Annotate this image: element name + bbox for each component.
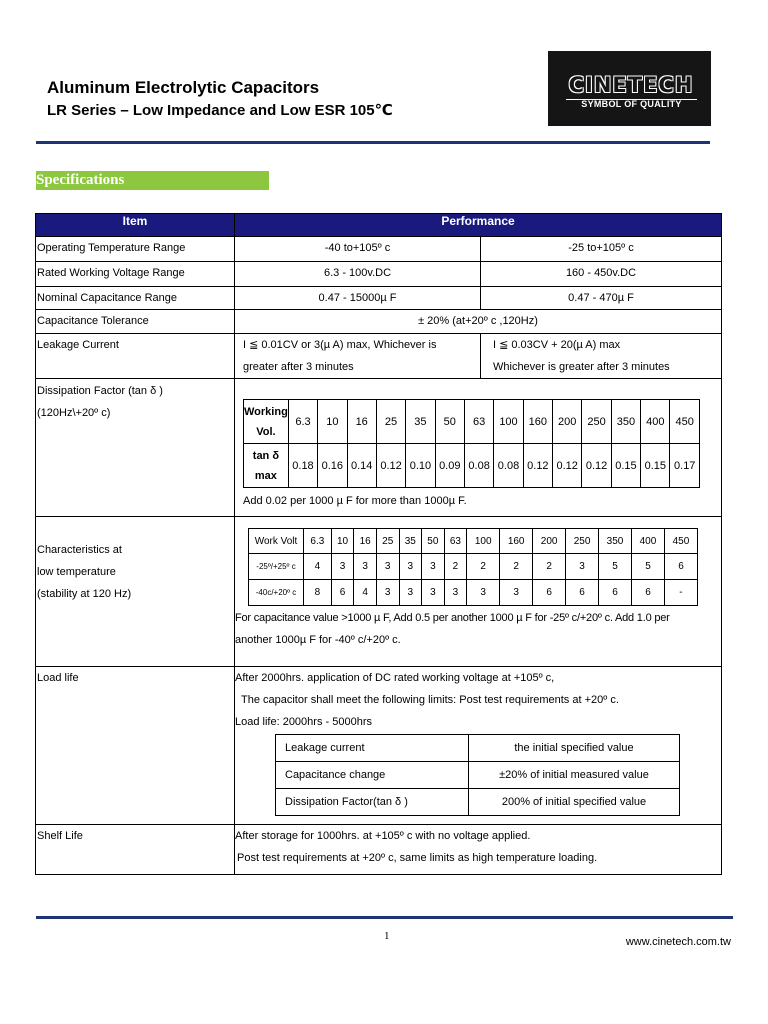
label-text: max [254,469,277,482]
table-row [36,334,722,379]
website-link[interactable]: www.cinetech.com.tw [625,936,731,948]
table-cell: 6 [599,580,632,606]
table-cell: 25 [376,400,405,444]
table-cell: 100 [467,529,500,554]
table-cell: 3 [354,554,377,580]
table-cell: 25 [376,529,399,554]
low-temp-label: (stability at 120 Hz) [37,588,132,600]
table-cell: 3 [467,580,500,606]
table-cell: 3 [422,554,445,580]
limit-name: Leakage current [276,735,469,762]
table-cell: 10 [318,400,347,444]
table-cell [481,334,722,379]
leakage-text: greater after 3 minutes [243,361,354,373]
row-label: Capacitance Tolerance [36,310,235,334]
table-cell [235,334,481,379]
table-cell: 2 [500,554,533,580]
table-cell: 6 [632,580,665,606]
row-label: Load life [36,667,235,825]
footer-rule [36,916,733,919]
table-cell: 0.08 [494,444,523,488]
table-cell [235,379,722,517]
table-cell: 0.08 [464,444,493,488]
table-row [36,825,722,875]
cinetech-logo [548,51,711,126]
row-label: Shelf Life [36,825,235,875]
logo-wordmark: CINETECH [568,73,694,97]
table-cell: 6.3 [288,400,317,444]
table-cell: 3 [566,554,599,580]
table-cell: 250 [582,400,611,444]
table-cell: 3 [376,580,399,606]
column-header-performance: Performance [235,214,722,237]
column-header-item: Item [36,214,235,237]
low-temp-note: another 1000µ F for -40º c/+20º c. [235,634,401,646]
table-cell: 0.12 [523,444,552,488]
shelf-life-text: Post test requirements at +20º c, same limits as high temperature loading. [237,852,598,864]
table-row [249,554,698,580]
row-label [244,444,289,488]
dissipation-note: Add 0.02 per 1000 µ F for more than 1000µ F. [243,495,467,507]
leakage-text: I ≦ 0.03CV + 20(µ A) max [493,339,621,351]
row-label: Leakage Current [36,334,235,379]
table-cell: 0.18 [288,444,317,488]
table-cell: 350 [599,529,632,554]
table-cell: 400 [632,529,665,554]
table-cell: 0.12 [582,444,611,488]
table-cell: 6 [664,554,697,580]
header-rule [36,141,710,144]
dissipation-table [243,399,700,488]
limit-value: the initial specified value [469,735,680,762]
table-cell: 35 [406,400,435,444]
row-label: Operating Temperature Range [36,237,235,262]
table-row [36,310,722,334]
table-cell: 0.15 [641,444,670,488]
table-cell: 160 - 450v.DC [481,262,722,287]
table-cell: 250 [566,529,599,554]
table-row [276,735,680,762]
table-cell: 4 [304,554,332,580]
table-cell: 8 [304,580,332,606]
table-cell: 0.47 - 15000µ F [235,287,481,310]
table-row [36,517,722,667]
table-cell: 3 [399,580,422,606]
table-cell: 6 [566,580,599,606]
table-row [244,400,700,444]
limit-name: Capacitance change [276,762,469,789]
dissipation-label: Dissipation Factor (tan δ ) [37,385,163,397]
table-cell: 450 [664,529,697,554]
table-cell: 3 [399,554,422,580]
table-cell: -25 to+105º c [481,237,722,262]
load-life-text: The capacitor shall meet the following limits: Post test requirements at +20º c. [241,694,619,706]
table-cell: 6.3 - 100v.DC [235,262,481,287]
table-cell: 10 [331,529,354,554]
table-cell: 6 [533,580,566,606]
low-temp-label: Characteristics at [37,544,122,556]
table-row [36,262,722,287]
table-cell: 63 [444,529,467,554]
table-cell: -40 to+105º c [235,237,481,262]
table-cell [235,517,722,667]
row-label: Work Volt [249,529,304,554]
row-label: Rated Working Voltage Range [36,262,235,287]
table-row [276,789,680,816]
limit-name: Dissipation Factor(tan δ ) [276,789,469,816]
table-cell: 35 [399,529,422,554]
label-text: Working [244,405,288,418]
table-cell: 160 [500,529,533,554]
table-row [244,444,700,488]
leakage-text: Whichever is greater after 3 minutes [493,361,670,373]
table-cell: 450 [670,400,700,444]
table-cell: 3 [376,554,399,580]
label-text: tan δ [252,449,280,462]
table-row [36,237,722,262]
table-cell: 2 [467,554,500,580]
table-cell: 16 [347,400,376,444]
load-life-text: Load life: 2000hrs - 5000hrs [235,716,372,728]
table-cell: 200 [533,529,566,554]
table-cell: 2 [444,554,467,580]
dissipation-label: (120Hz\+20º c) [37,407,111,419]
table-cell: 3 [500,580,533,606]
specifications-table [35,213,722,875]
limit-value: 200% of initial specified value [469,789,680,816]
table-cell: 0.47 - 470µ F [481,287,722,310]
table-cell [235,825,722,875]
document-subtitle: LR Series – Low Impedance and Low ESR 105℃ [47,102,393,119]
table-cell: 350 [611,400,640,444]
table-cell: 3 [444,580,467,606]
row-label [244,400,289,444]
table-row [36,287,722,310]
row-label [36,517,235,667]
label-text: Vol. [256,425,276,438]
table-cell: 4 [354,580,377,606]
page-number: 1 [384,930,390,942]
table-header-row [36,214,722,237]
table-cell: 3 [331,554,354,580]
table-cell: - [664,580,697,606]
row-label: -25º/+25º c [249,554,304,580]
shelf-life-text: After storage for 1000hrs. at +105º c with no voltage applied. [235,830,531,842]
low-temp-label: low temperature [37,566,116,578]
table-cell: 6.3 [304,529,332,554]
table-cell: 0.12 [376,444,405,488]
table-cell: 400 [641,400,670,444]
table-cell: 50 [435,400,464,444]
row-label: -40c/+20º c [249,580,304,606]
table-cell [235,667,722,825]
table-cell: 16 [354,529,377,554]
table-cell: 50 [422,529,445,554]
table-cell: 160 [523,400,552,444]
low-temp-note: For capacitance value >1000 µ F, Add 0.5 per another 1000 µ F for -25º c/+20º c. Add 1.0 per [235,612,670,624]
table-cell: ± 20% (at+20º c ,120Hz) [235,310,722,334]
table-cell: 0.12 [553,444,582,488]
document-title: Aluminum Electrolytic Capacitors [47,78,320,97]
table-cell: 0.14 [347,444,376,488]
table-row [249,529,698,554]
table-cell: 0.17 [670,444,700,488]
load-life-limits-table [275,734,680,816]
low-temp-table [248,528,698,606]
table-cell: 0.09 [435,444,464,488]
table-cell: 2 [533,554,566,580]
limit-value: ±20% of initial measured value [469,762,680,789]
table-cell: 5 [632,554,665,580]
table-row [36,667,722,825]
row-label: Nominal Capacitance Range [36,287,235,310]
table-cell: 200 [553,400,582,444]
table-cell: 63 [464,400,493,444]
table-row [276,762,680,789]
table-cell: 0.10 [406,444,435,488]
section-title: Specifications [36,171,269,190]
table-cell: 6 [331,580,354,606]
load-life-text: After 2000hrs. application of DC rated working voltage at +105º c, [235,672,555,684]
table-cell: 5 [599,554,632,580]
table-row [36,379,722,517]
logo-tagline: SYMBOL OF QUALITY [581,99,682,109]
table-row [249,580,698,606]
table-cell: 0.16 [318,444,347,488]
row-label [36,379,235,517]
table-cell: 0.15 [611,444,640,488]
leakage-text: I ≦ 0.01CV or 3(µ A) max, Whichever is [243,339,437,351]
table-cell: 100 [494,400,523,444]
table-cell: 3 [422,580,445,606]
